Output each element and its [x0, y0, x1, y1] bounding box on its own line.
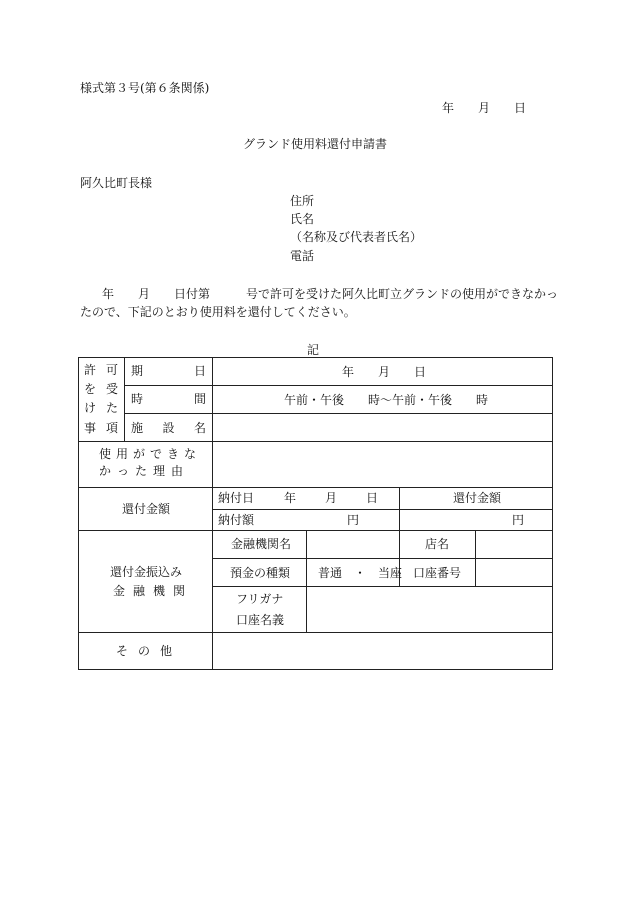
- furigana-label: フリガナ: [236, 592, 284, 606]
- deposit-type-label: 預金の種類: [230, 566, 291, 580]
- bank-name-value[interactable]: [308, 532, 397, 556]
- other-value[interactable]: [214, 634, 551, 668]
- facility-value[interactable]: [214, 415, 551, 439]
- account-holder-value[interactable]: [308, 588, 551, 630]
- facility-label-char: 施: [131, 421, 144, 435]
- applicant-representative-label: （名称及び代表者氏名）: [290, 230, 423, 244]
- permitted-group-row3: [84, 401, 118, 415]
- permitted-char: け: [84, 401, 97, 415]
- refund-amount-yen: 円: [512, 513, 525, 527]
- permitted-group-row1: [84, 363, 118, 377]
- form-number: 様式第３号(第６条関係): [80, 81, 210, 95]
- date-label: [131, 364, 206, 378]
- table-line: [212, 357, 213, 670]
- facility-label-char: 名: [193, 421, 206, 435]
- reason-label-line1: 使用ができな: [99, 447, 202, 461]
- permitted-char: 受: [105, 382, 118, 396]
- applicant-phone-label: 電話: [290, 249, 315, 263]
- payment-amount-yen: 円: [347, 513, 360, 527]
- table-line: [78, 632, 553, 633]
- facility-label: [131, 421, 206, 435]
- reason-label-line2: かった理由: [99, 464, 190, 478]
- payment-amount-label: 納付額: [218, 513, 255, 527]
- payment-date-label: 納付日: [218, 491, 255, 505]
- permitted-char: た: [105, 401, 118, 415]
- addressee: 阿久比町長様: [80, 176, 153, 190]
- table-line: [78, 487, 553, 488]
- branch-label: 店名: [425, 537, 450, 551]
- payment-date-year: 年: [284, 491, 297, 505]
- table-line: [212, 586, 553, 587]
- facility-label-char: 設: [162, 421, 175, 435]
- payment-date-month: 月: [325, 491, 338, 505]
- applicant-address-label: 住所: [290, 194, 315, 208]
- date-value-day: 日: [414, 365, 427, 379]
- other-label: その他: [116, 644, 183, 658]
- table-line: [212, 558, 553, 559]
- time-label: [131, 392, 206, 406]
- date-year: 年: [442, 101, 455, 115]
- refund-amount-label: 還付金額: [122, 502, 171, 516]
- transfer-label-line1: 還付金振込み: [110, 565, 183, 579]
- account-number-value[interactable]: [477, 560, 551, 584]
- date-label-char: 期: [131, 364, 144, 378]
- table-line: [78, 441, 553, 442]
- permitted-group-row2: [84, 382, 118, 396]
- form-title: グランド使用料還付申請書: [243, 137, 388, 151]
- date-month: 月: [478, 101, 491, 115]
- date-label-char: 日: [193, 364, 206, 378]
- table-line: [475, 530, 476, 586]
- deposit-type-value[interactable]: 普通 ・ 当座: [318, 566, 403, 580]
- table-line: [124, 413, 553, 414]
- payment-date-day: 日: [366, 491, 379, 505]
- account-holder-label: 口座名義: [236, 613, 285, 627]
- date-value-year: 年: [342, 365, 355, 379]
- permitted-char: 事: [84, 421, 97, 435]
- table-line: [124, 357, 125, 441]
- date-value-month: 月: [378, 365, 391, 379]
- permitted-char: 項: [105, 421, 118, 435]
- permitted-char: を: [84, 382, 97, 396]
- body-line-2: たので、下記のとおり使用料を還付してください。: [80, 305, 356, 319]
- table-line: [306, 530, 307, 632]
- table-line: [212, 509, 553, 510]
- time-value[interactable]: 午前・午後 時〜午前・午後 時: [284, 393, 489, 407]
- bank-name-label: 金融機関名: [231, 537, 292, 551]
- ki-heading: 記: [307, 343, 320, 357]
- reason-value[interactable]: [214, 443, 551, 485]
- body-line-1: 年 月 日付第 号で許可を受けた阿久比町立グランドの使用ができなかっ: [102, 287, 559, 301]
- time-label-char: 時: [131, 392, 144, 406]
- account-number-label: 口座番号: [413, 566, 462, 580]
- time-label-char: 間: [193, 392, 206, 406]
- table-line: [124, 385, 553, 386]
- permitted-char: 可: [105, 363, 118, 377]
- applicant-name-label: 氏名: [290, 212, 315, 226]
- table-line: [78, 530, 553, 531]
- date-day: 日: [514, 101, 527, 115]
- table-line: [399, 487, 400, 530]
- branch-value[interactable]: [477, 532, 551, 556]
- refund-amount-header: 還付金額: [453, 491, 502, 505]
- permitted-char: 許: [84, 363, 97, 377]
- permitted-group-row4: [84, 421, 118, 435]
- transfer-label-line2: 金融機関: [113, 584, 194, 598]
